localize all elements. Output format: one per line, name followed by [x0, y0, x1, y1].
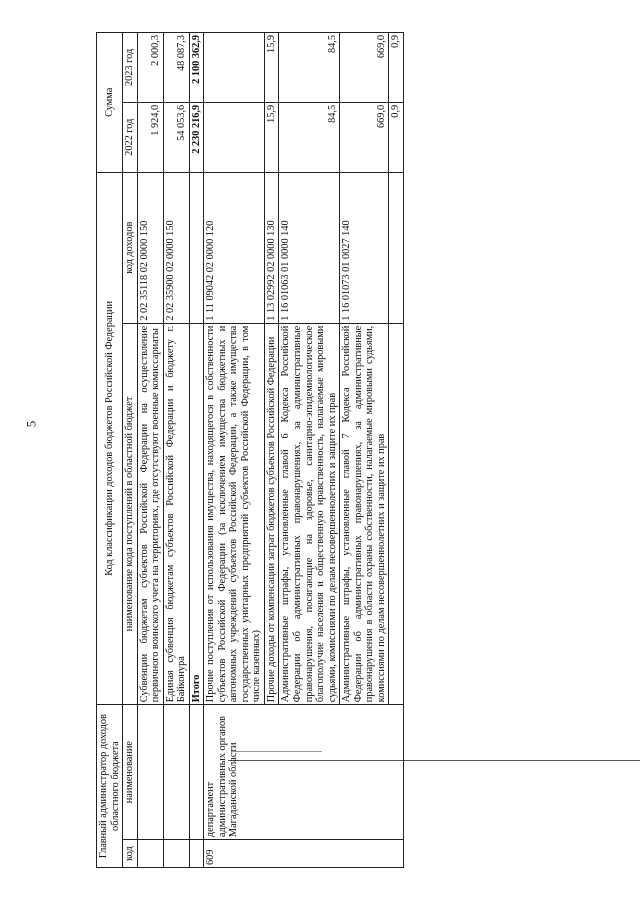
row-name — [389, 323, 404, 704]
row-2022: 54 053,6 — [163, 102, 189, 172]
row-2023: 84,5 — [279, 33, 340, 103]
income-classification-table — [96, 32, 404, 868]
header-admin-group: Главный администратор доходов областного бюджета — [97, 705, 123, 868]
row-2023: 0,9 — [389, 33, 404, 103]
header-code: код — [123, 840, 138, 868]
row-code: 1 13 02992 02 0000 130 — [264, 172, 279, 323]
row-2022: 84,5 — [279, 102, 340, 172]
total-2023: 2 100 362,9 — [189, 33, 204, 103]
row-2022: 669,0 — [340, 102, 389, 172]
header-row-2 — [123, 33, 138, 868]
row-code: 1 11 09042 02 0000 120 — [204, 172, 265, 323]
row-name: Субвенции бюджетам субъектов Российской Федерации на осуществление первичного воинского учета на территориях, где отсутствуют военные комиссариаты — [137, 323, 163, 704]
row-code: 1 16 01063 01 0000 140 — [279, 172, 340, 323]
header-income-name: наименование кода поступлений в областной бюджет — [123, 323, 138, 704]
table-row — [137, 33, 163, 868]
row-code: 1 16 01073 01 0027 140 — [340, 172, 389, 323]
row-2022: 0,9 — [389, 102, 404, 172]
header-row-1 — [97, 33, 123, 868]
row-2023: 15,9 — [264, 33, 279, 103]
row-name: Прочие доходы от компенсации затрат бюджетов субъектов Российской Федерации — [264, 323, 279, 704]
row-2023: 48 087,3 — [163, 33, 189, 103]
row-2022: 1 924,0 — [137, 102, 163, 172]
row-2022: 15,9 — [264, 102, 279, 172]
total-row — [189, 33, 204, 868]
table-row — [204, 33, 265, 868]
header-year-2022: 2022 год — [123, 102, 138, 172]
header-income-code: код доходов — [123, 172, 138, 323]
row-name: Единая субвенция бюджетам субъектов Российской Федерации и бюджету г. Байконура — [163, 323, 189, 704]
row-name: Административные штрафы, установленные главой 7 Кодекса Российской Федерации об административных правонарушениях, за административные правонарушения в области охраны собственности, налагаемые мировыми судьями, комиссиями по делам несовершеннолетних и защите их прав — [340, 323, 389, 704]
row-name: Административные штрафы, установленные главой 6 Кодекса Российской Федерации об административных правонарушениях, за административные правонарушения, посягающие на здоровье, санитарно-эпидемиологическое благополучие населения и общественную нравственность, налагаемые мировыми судьями, комиссиями по делам несовершеннолетних и защите их прав — [279, 323, 340, 704]
row-code: 2 02 35900 02 0000 150 — [163, 172, 189, 323]
department-code: 609 — [204, 840, 404, 868]
row-name: Прочие поступления от использования имущества, находящегося в собственности субъектов Российской Федерации (за исключением имущества бюджетных и автономных учреждений субъектов Российской Федерации, а также имущества государственных унитарных предприятий субъектов Российской Федерации, в том числе казенных) — [204, 323, 265, 704]
row-2023 — [204, 33, 265, 103]
table-row — [163, 33, 189, 868]
row-2023: 669,0 — [340, 33, 389, 103]
department-name: департамент административных органов Магаданской области — [204, 705, 404, 840]
row-2023: 2 000,3 — [137, 33, 163, 103]
header-classification-group: Код классификации доходов бюджетов Российской Федерации — [97, 172, 123, 705]
row-code: 2 02 35118 02 0000 150 — [137, 172, 163, 323]
header-name: наименование — [123, 705, 138, 840]
total-label: Итого — [189, 323, 204, 704]
total-2022: 2 230 216,9 — [189, 102, 204, 172]
header-sum-group: Сумма — [97, 33, 123, 173]
header-year-2023: 2023 год — [123, 33, 138, 103]
rotated-income-table — [96, 32, 640, 868]
row-code — [389, 172, 404, 323]
row-2022 — [204, 102, 265, 172]
page-number: 5 — [23, 420, 39, 428]
